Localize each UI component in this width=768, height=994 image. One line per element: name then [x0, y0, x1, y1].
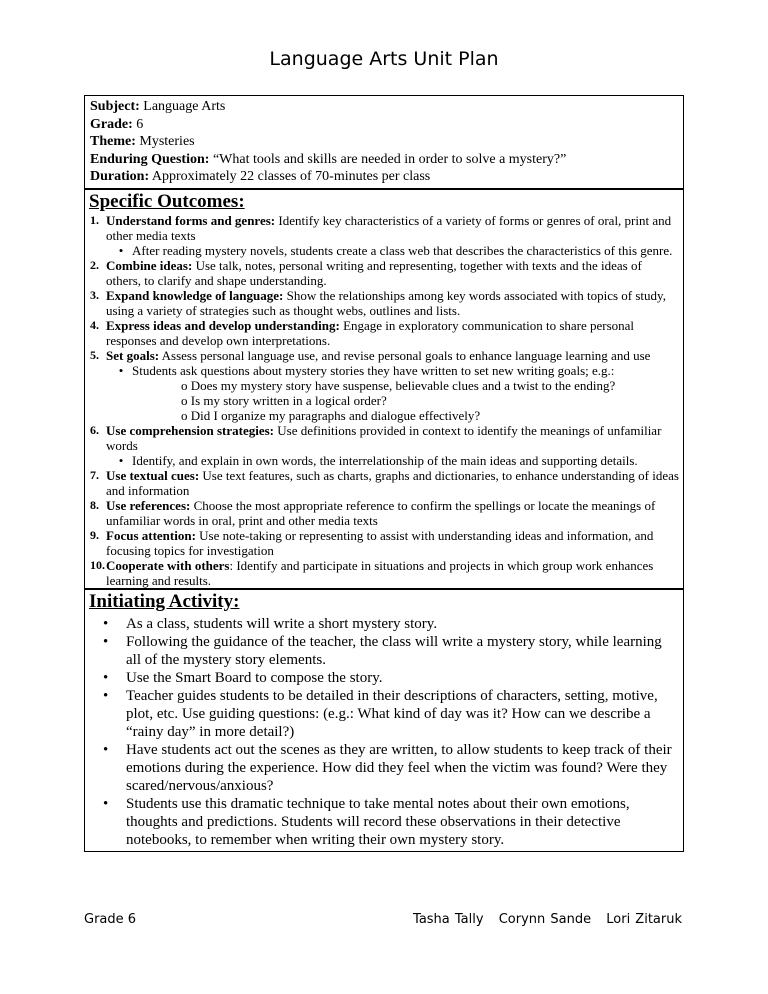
outcome-number: 2. — [90, 257, 99, 272]
footer-authors — [403, 912, 682, 927]
outcome-heading: Set goals: — [106, 347, 160, 363]
subject-value: Language Arts — [143, 99, 226, 114]
outcome-body — [106, 348, 679, 363]
outcome-subpoint — [110, 453, 679, 468]
outcome-text: Engage in exploratory communication to share personal responses and develop own interpretations. — [106, 317, 635, 348]
theme-label: Theme: — [90, 134, 136, 149]
duration-value: Approximately 22 classes of 70-minutes per class — [151, 169, 431, 184]
outcome-number: 10. — [90, 557, 105, 572]
outcome-body — [106, 468, 679, 498]
outcome-heading: Expand knowledge of language: — [106, 287, 284, 303]
outcome-text: Use text features, such as charts, graphs and dictionaries, to enhance understanding of ideas and information — [106, 467, 679, 498]
outcome-subpoint-text: Students ask questions about mystery stories they have written to set new writing goals; e.g.: — [132, 362, 615, 378]
outcome-text: Assess personal language use, and revise personal goals to enhance language learning and use — [159, 347, 651, 363]
outcome-body — [106, 213, 679, 243]
outcome-item — [90, 468, 679, 498]
outcome-body — [106, 528, 679, 558]
outcome-number: 8. — [90, 497, 99, 512]
outcome-question: o Did I organize my paragraphs and dialogue effectively? — [181, 407, 481, 423]
bullet-icon: • — [103, 615, 109, 632]
outcome-subpoint-text: Identify, and explain in own words, the interrelationship of the main ideas and supporting details. — [132, 452, 638, 468]
footer-author: Corynn Sande — [498, 912, 592, 927]
outcome-subpoint — [110, 243, 679, 258]
outcome-heading: Combine ideas: — [106, 257, 193, 273]
outcome-question: o Does my mystery story have suspense, believable clues and a twist to the ending? — [181, 377, 616, 393]
bullet-icon: • — [103, 795, 109, 812]
outcome-item — [90, 288, 679, 318]
outcome-number: 5. — [90, 347, 99, 362]
specific-outcomes-section — [85, 190, 683, 590]
outcome-number: 1. — [90, 212, 99, 227]
outcome-text: Use talk, notes, personal writing and representing, together with texts and the ideas of others, to clarify and shape understanding. — [106, 257, 642, 288]
question-value: “What tools and skills are needed in order to solve a mystery?” — [212, 151, 567, 167]
page-header-title: Language Arts Unit Plan — [269, 48, 499, 70]
outcome-item — [90, 498, 679, 528]
grade-label: Grade: — [90, 116, 133, 132]
outcome-text: Use note-taking or representing to assist with understanding ideas and information, and focusing topics for investigation — [106, 527, 654, 558]
bullet-icon: • — [103, 741, 109, 758]
outcomes-list — [85, 213, 683, 588]
outcome-number: 9. — [90, 527, 99, 542]
initiating-item-text: As a class, students will write a short mystery story. — [126, 615, 438, 632]
outcome-number: 4. — [90, 317, 99, 332]
outcome-item — [90, 423, 679, 453]
bullet-icon: • — [118, 242, 124, 258]
bullet-icon: • — [118, 362, 124, 378]
outcome-item — [90, 213, 679, 243]
initiating-item — [103, 687, 675, 741]
outcome-heading: Use comprehension strategies: — [106, 422, 275, 438]
question-label: Enduring Question: — [90, 151, 210, 167]
outcome-item — [90, 528, 679, 558]
outcome-body — [106, 558, 679, 588]
outcome-text: Choose the most appropriate reference to confirm the spellings or locate the meanings of unfamiliar words in oral, print and other media texts — [106, 497, 656, 528]
outcome-item — [90, 348, 679, 363]
bullet-icon: • — [103, 687, 109, 704]
outcome-text: Show the relationships among key words associated with topics of study, using a variety of strategies such as thought webs, outlines and lists. — [106, 287, 666, 318]
outcome-text: Identify key characteristics of a variety of forms or genres of oral, print and other media texts — [106, 212, 672, 243]
outcome-heading: Use references: — [106, 497, 191, 513]
initiating-item — [103, 741, 675, 795]
outcome-body — [106, 288, 679, 318]
initiating-list — [85, 613, 683, 851]
initiating-item-text: Following the guidance of the teacher, the class will write a mystery story, while learning all of the mystery story elements. — [126, 633, 662, 668]
initiating-item-text: Students use this dramatic technique to take mental notes about their own emotions, thoughts and predictions. Students will record these observations in their detective notebooks, to remember when writing their own mystery story. — [126, 795, 630, 848]
specific-outcomes-heading: Specific Outcomes: — [89, 190, 245, 212]
outcome-heading: Use textual cues: — [106, 467, 200, 483]
initiating-activity-heading: Initiating Activity: — [89, 590, 240, 612]
footer-author: Tasha Tally — [413, 912, 484, 927]
bullet-icon: • — [103, 633, 109, 650]
outcome-heading: Focus attention: — [106, 527, 196, 543]
outcome-heading: Express ideas and develop understanding: — [106, 317, 340, 333]
subject-label: Subject: — [90, 99, 140, 114]
outcome-body — [106, 318, 679, 348]
outcome-question: o Is my story written in a logical order? — [181, 392, 387, 408]
outcome-item — [90, 318, 679, 348]
outcome-subpoint — [110, 363, 679, 378]
initiating-item-text: Have students act out the scenes as they are written, to allow students to keep track of their emotions during the experience. How did they feel when the victim was found? Were they scared/nervous/anxious? — [126, 741, 672, 794]
outcome-number: 3. — [90, 287, 99, 302]
theme-value: Mysteries — [139, 134, 195, 149]
outcome-item — [90, 258, 679, 288]
outcome-body — [106, 423, 679, 453]
initiating-item-text: Teacher guides students to be detailed in their descriptions of characters, setting, motive, plot, etc. Use guiding questions: (e.g.: What kind of day was it? How can we describe a “rainy day” in more detail?) — [126, 687, 658, 740]
outcome-number: 7. — [90, 467, 99, 482]
initiating-item — [103, 615, 675, 633]
initiating-item — [103, 795, 675, 849]
unit-plan-table — [84, 95, 684, 852]
initiating-item — [103, 669, 675, 687]
outcome-number: 6. — [90, 422, 99, 437]
outcome-heading: Understand forms and genres: — [106, 212, 276, 228]
unit-meta — [85, 96, 683, 190]
outcome-text: : Identify and participate in situations and projects in which group work enhances learning and results. — [106, 557, 654, 588]
footer-author: Lori Zitaruk — [606, 912, 682, 927]
outcome-text: Use definitions provided in context to identify the meanings of unfamiliar words — [106, 422, 662, 453]
outcome-subpoint-text: After reading mystery novels, students create a class web that describes the characteristics of this genre. — [132, 242, 673, 258]
duration-label: Duration: — [90, 169, 150, 184]
grade-value: 6 — [136, 116, 144, 132]
initiating-item-text: Use the Smart Board to compose the story. — [126, 669, 383, 686]
outcome-body — [106, 498, 679, 528]
outcome-body — [106, 258, 679, 288]
initiating-item — [103, 633, 675, 669]
outcome-heading: Cooperate with others — [106, 557, 230, 573]
outcome-item — [90, 558, 679, 588]
footer-grade: Grade 6 — [84, 912, 137, 927]
initiating-activity-section — [85, 590, 683, 851]
bullet-icon: • — [103, 669, 109, 686]
bullet-icon: • — [118, 452, 124, 468]
